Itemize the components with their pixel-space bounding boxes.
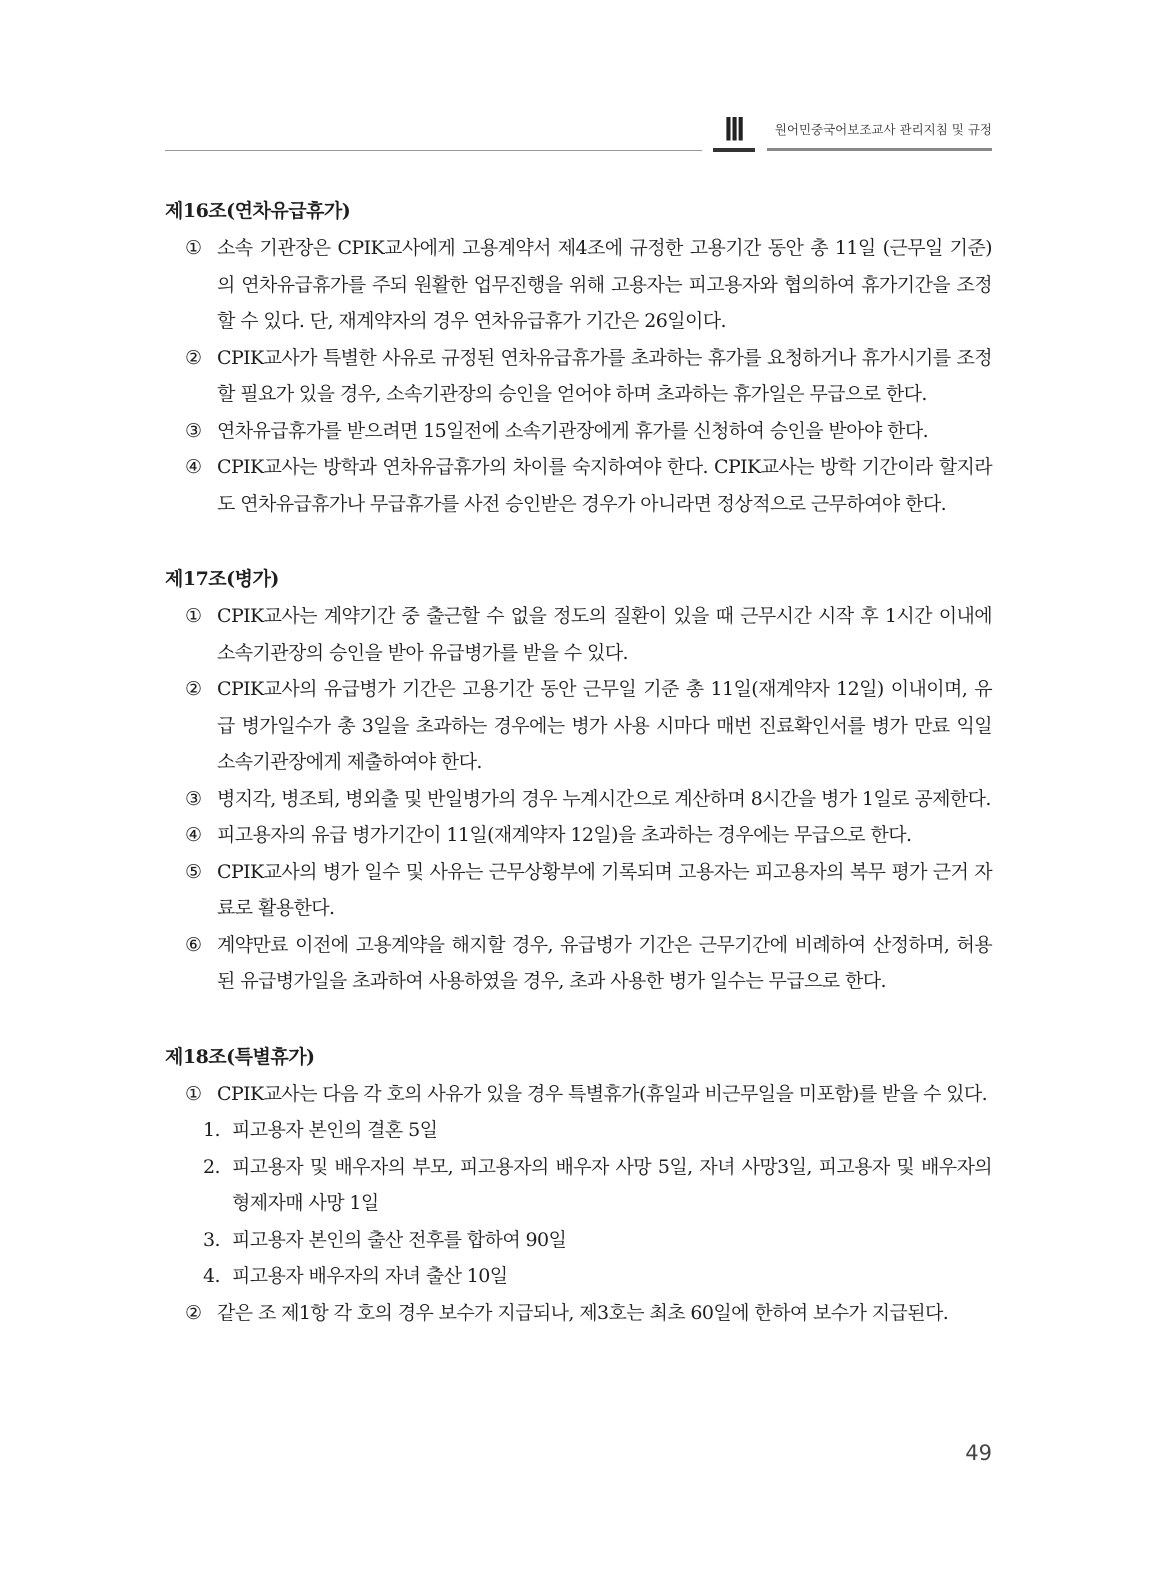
item-text: 피고용자 배우자의 자녀 출산 10일 — [232, 1265, 508, 1287]
clause-text: 소속 기관장은 CPIK교사에게 고용계약서 제4조에 규정한 고용기간 동안 총 11일 (근무일 기준)의 연차유급휴가를 주되 원활한 업무진행을 위해 고용자는 피고용자와 협의하여 휴가기간을 조정할 수 있다. 단, 재계약자의 경우 연차유급휴가 기간은 26일이다. — [217, 237, 992, 332]
clause-mark: ⑥ — [185, 933, 202, 956]
article-title: 제16조(연차유급휴가) — [165, 200, 351, 222]
clause-mark: ② — [185, 1301, 202, 1324]
item-text: 피고용자 본인의 출산 전후를 합하여 90일 — [232, 1228, 567, 1251]
clause — [165, 598, 992, 671]
clause-text: 피고용자의 유급 병가기간이 11일(재계약자 12일)을 초과하는 경우에는 무급으로 한다. — [217, 824, 912, 846]
clause-text: CPIK교사의 유급병가 기간은 고용기간 동안 근무일 기준 총 11일(재계약자 12일) 이내이며, 유급 병가일수가 총 3일을 초과하는 경우에는 병가 사용 시마다 매번 진료확인서를 병가 만료 익일 소속기관장에게 제출하여야 한다. — [217, 678, 992, 773]
list-item — [165, 1258, 992, 1295]
article-16 — [165, 192, 992, 522]
clause-text: CPIK교사는 다음 각 호의 사유가 있을 경우 특별휴가(휴일과 비근무일을 미포함)를 받을 수 있다. — [217, 1082, 988, 1105]
running-title: 원어민중국어보조교사 관리지침 및 규정 — [774, 122, 992, 137]
item-number: 3. — [203, 1228, 220, 1251]
clause-mark: ① — [185, 605, 202, 627]
chapter-underline — [713, 148, 755, 152]
clause — [165, 449, 992, 522]
clause-mark: ① — [185, 237, 202, 259]
clause — [165, 817, 992, 854]
clause-mark: ④ — [185, 456, 202, 478]
clause — [165, 1295, 992, 1332]
clause-mark: ② — [185, 678, 202, 700]
page-header — [165, 108, 992, 154]
clause — [165, 854, 992, 927]
item-number: 4. — [203, 1265, 220, 1287]
clause-text: CPIK교사는 방학과 연차유급휴가의 차이를 숙지하여야 한다. CPIK교사는 방학 기간이라 할지라도 연차유급휴가나 무급휴가를 사전 승인받은 경우가 아니라면 정상적으로 근무하여야 한다. — [217, 456, 992, 515]
clause-mark: ⑤ — [185, 860, 202, 883]
list-item — [165, 1112, 992, 1149]
clause-text: CPIK교사는 계약기간 중 출근할 수 없을 정도의 질환이 있을 때 근무시간 시작 후 1시간 이내에 소속기관장의 승인을 받아 유급병가를 받을 수 있다. — [217, 605, 992, 664]
article-title: 제18조(특별휴가) — [165, 1045, 315, 1068]
clause — [165, 927, 992, 1000]
page-body — [165, 192, 992, 1369]
list-item — [165, 1222, 992, 1259]
clause — [165, 671, 992, 781]
item-number: 2. — [203, 1155, 220, 1178]
item-text: 피고용자 본인의 결혼 5일 — [232, 1119, 438, 1141]
item-number: 1. — [203, 1119, 220, 1141]
list-item — [165, 1149, 992, 1222]
clause-mark: ② — [185, 346, 202, 369]
item-text: 피고용자 및 배우자의 부모, 피고용자의 배우자 사망 5일, 자녀 사망3일, 피고용자 및 배우자의 형제자매 사망 1일 — [232, 1155, 992, 1214]
clause-text: CPIK교사가 특별한 사유로 규정된 연차유급휴가를 초과하는 휴가를 요청하거나 휴가시기를 조정할 필요가 있을 경우, 소속기관장의 승인을 얻어야 하며 초과하는 휴가일은 무급으로 한다. — [217, 346, 992, 405]
clause-text: CPIK교사의 병가 일수 및 사유는 근무상황부에 기록되며 고용자는 피고용자의 복무 평가 근거 자료로 활용한다. — [217, 860, 992, 919]
header-rule-left — [165, 150, 702, 151]
clause — [165, 340, 992, 413]
chapter-numeral: Ⅲ — [723, 112, 745, 147]
clause-mark: ① — [185, 1082, 202, 1105]
article-18 — [165, 1038, 992, 1332]
header-rule-right — [767, 148, 992, 151]
clause-text: 병지각, 병조퇴, 병외출 및 반일병가의 경우 누계시간으로 계산하며 8시간을 병가 1일로 공제한다. — [217, 787, 991, 810]
article-17 — [165, 560, 992, 1000]
clause-mark: ③ — [185, 419, 202, 442]
clause — [165, 1076, 992, 1113]
clause — [165, 781, 992, 818]
clause — [165, 230, 992, 340]
clause-text: 계약만료 이전에 고용계약을 해지할 경우, 유급병가 기간은 근무기간에 비례하여 산정하며, 허용된 유급병가일을 초과하여 사용하였을 경우, 초과 사용한 병가 일수는 무급으로 한다. — [217, 933, 992, 992]
clause-mark: ③ — [185, 787, 202, 810]
clause-mark: ④ — [185, 824, 202, 846]
clause-text: 연차유급휴가를 받으려면 15일전에 소속기관장에게 휴가를 신청하여 승인을 받아야 한다. — [217, 419, 929, 442]
article-title: 제17조(병가) — [165, 568, 279, 590]
page-number: 49 — [965, 1441, 992, 1465]
clause-text: 같은 조 제1항 각 호의 경우 보수가 지급되나, 제3호는 최초 60일에 한하여 보수가 지급된다. — [217, 1301, 949, 1324]
clause — [165, 413, 992, 450]
